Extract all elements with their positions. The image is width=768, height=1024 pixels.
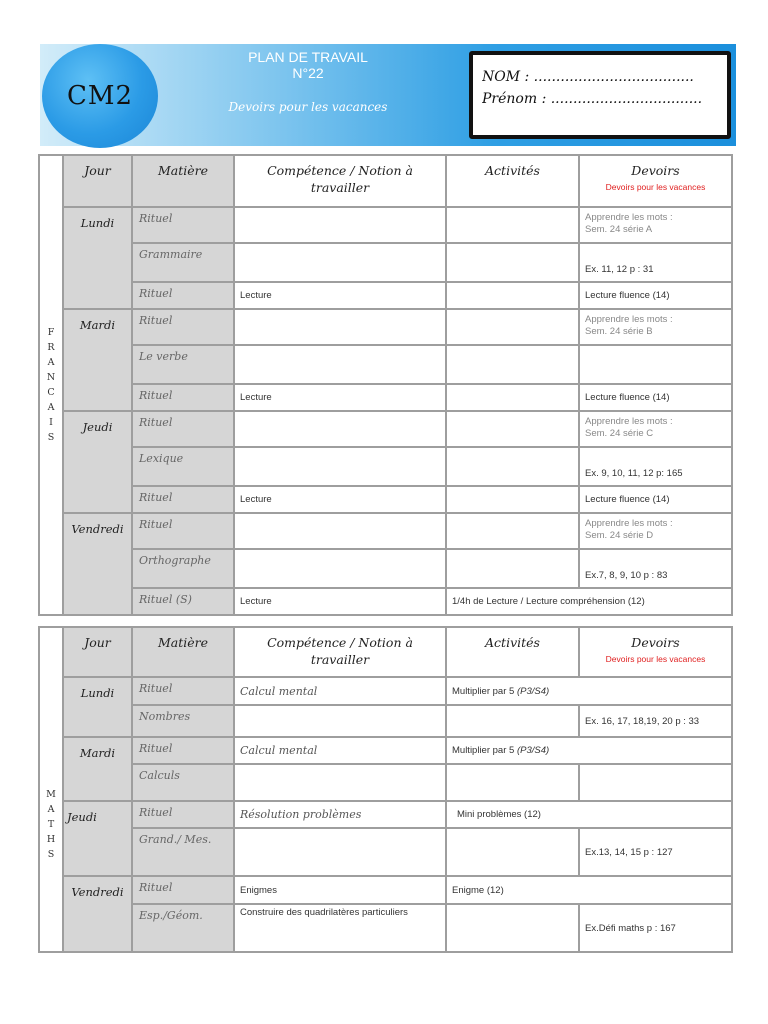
matiere-cell: Rituel (132, 486, 234, 513)
day-mardi: Mardi (63, 737, 132, 801)
day-jeudi: Jeudi (63, 411, 132, 513)
activites-cell: 1/4h de Lecture / Lecture compréhension (12) (446, 588, 732, 615)
activites-cell (446, 207, 579, 243)
col-header-activites: Activités (446, 627, 579, 677)
activites-cell: Enigme (12) (446, 876, 732, 904)
day-jeudi: Jeudi (63, 801, 132, 876)
col-header-competence: Compétence / Notion à travailler (234, 627, 446, 677)
table-row (39, 345, 732, 384)
devoirs-cell (579, 345, 732, 384)
matiere-cell: Rituel (132, 737, 234, 764)
francais-table (38, 154, 733, 616)
col-header-devoirs: Devoirs Devoirs pour les vacances (579, 627, 732, 677)
table-row (39, 549, 732, 588)
competence-cell: Enigmes (234, 876, 446, 904)
plan-number: N°22 (292, 65, 324, 81)
competence-cell (234, 243, 446, 282)
competence-cell: Lecture (234, 588, 446, 615)
matiere-cell: Rituel (132, 677, 234, 705)
table-row (39, 801, 732, 828)
table-row (39, 677, 732, 705)
devoirs-cell: Ex. 9, 10, 11, 12 p: 165 (579, 447, 732, 486)
competence-cell: Lecture (234, 384, 446, 411)
matiere-cell: Le verbe (132, 345, 234, 384)
competence-cell (234, 345, 446, 384)
competence-cell (234, 411, 446, 447)
class-badge (42, 44, 158, 148)
competence-cell: Résolution problèmes (234, 801, 446, 828)
matiere-cell: Rituel (S) (132, 588, 234, 615)
name-box (469, 51, 731, 139)
activites-cell: Multiplier par 5 (P3/S4) (446, 677, 732, 705)
maths-table (38, 626, 733, 953)
activites-cell (446, 411, 579, 447)
activites-cell: Multiplier par 5 (P3/S4) (446, 737, 732, 764)
competence-cell (234, 549, 446, 588)
activites-cell (446, 705, 579, 737)
matiere-cell: Grand./ Mes. (132, 828, 234, 876)
activites-cell (446, 243, 579, 282)
col-header-activites: Activités (446, 155, 579, 207)
table-row (39, 486, 732, 513)
plan-subtitle: Devoirs pour les vacances (228, 100, 388, 114)
table-row (39, 207, 732, 243)
activites-cell: Mini problèmes (12) (446, 801, 732, 828)
devoirs-cell: Lecture fluence (14) (579, 486, 732, 513)
activites-cell (446, 282, 579, 309)
plan-title (200, 49, 416, 81)
devoirs-cell: Ex.7, 8, 9, 10 p : 83 (579, 549, 732, 588)
table-row (39, 828, 732, 876)
matiere-cell: Rituel (132, 411, 234, 447)
matiere-cell: Rituel (132, 801, 234, 828)
table-row (39, 513, 732, 549)
competence-cell (234, 764, 446, 801)
col-header-devoirs: Devoirs Devoirs pour les vacances (579, 155, 732, 207)
subject-francais: F R A N C A I S (39, 155, 63, 615)
competence-cell (234, 447, 446, 486)
table-row (39, 282, 732, 309)
col-header-competence: Compétence / Notion à travailler (234, 155, 446, 207)
devoirs-cell: Ex.13, 14, 15 p : 127 (579, 828, 732, 876)
activites-cell (446, 309, 579, 345)
competence-cell: Construire des quadrilatères particuliers (234, 904, 446, 952)
devoirs-cell: Apprendre les mots : Sem. 24 série D (579, 513, 732, 549)
matiere-cell: Rituel (132, 513, 234, 549)
table-row (39, 764, 732, 801)
activites-cell (446, 513, 579, 549)
matiere-cell: Rituel (132, 384, 234, 411)
table-row (39, 876, 732, 904)
competence-cell: Lecture (234, 282, 446, 309)
competence-cell (234, 828, 446, 876)
day-vendredi: Vendredi (63, 513, 132, 615)
competence-cell (234, 513, 446, 549)
competence-cell: Calcul mental (234, 677, 446, 705)
matiere-cell: Rituel (132, 282, 234, 309)
devoirs-cell: Ex. 11, 12 p : 31 (579, 243, 732, 282)
table-row (39, 705, 732, 737)
class-label: CM2 (66, 81, 134, 111)
matiere-cell: Lexique (132, 447, 234, 486)
prenom-field[interactable]: Prénom : .................................. (482, 91, 703, 107)
table-row (39, 737, 732, 764)
col-header-jour: Jour (63, 155, 132, 207)
table-row (39, 309, 732, 345)
activites-cell (446, 345, 579, 384)
col-header-matiere: Matière (132, 627, 234, 677)
activites-cell (446, 486, 579, 513)
devoirs-cell: Lecture fluence (14) (579, 384, 732, 411)
competence-cell: Lecture (234, 486, 446, 513)
matiere-cell: Calculs (132, 764, 234, 801)
devoirs-cell: Lecture fluence (14) (579, 282, 732, 309)
plan-title-line1: PLAN DE TRAVAIL (248, 49, 368, 65)
col-header-matiere: Matière (132, 155, 234, 207)
matiere-cell: Grammaire (132, 243, 234, 282)
table-row (39, 243, 732, 282)
activites-cell (446, 904, 579, 952)
table-row (39, 904, 732, 952)
matiere-cell: Orthographe (132, 549, 234, 588)
competence-cell (234, 207, 446, 243)
activites-cell (446, 549, 579, 588)
nom-field[interactable]: NOM : .................................... (482, 69, 694, 85)
activites-cell (446, 447, 579, 486)
competence-cell (234, 309, 446, 345)
matiere-cell: Rituel (132, 876, 234, 904)
devoirs-subtitle: Devoirs pour les vacances (605, 654, 706, 664)
competence-cell: Calcul mental (234, 737, 446, 764)
matiere-cell: Rituel (132, 309, 234, 345)
subject-maths: M A T H S (39, 627, 63, 952)
day-lundi: Lundi (63, 677, 132, 737)
matiere-cell: Rituel (132, 207, 234, 243)
table-row (39, 447, 732, 486)
devoirs-cell: Ex.Défi maths p : 167 (579, 904, 732, 952)
devoirs-cell (579, 764, 732, 801)
matiere-cell: Esp./Géom. (132, 904, 234, 952)
table-row (39, 588, 732, 615)
activites-cell (446, 384, 579, 411)
table-row (39, 411, 732, 447)
activites-cell (446, 764, 579, 801)
devoirs-cell: Apprendre les mots : Sem. 24 série A (579, 207, 732, 243)
devoirs-cell: Ex. 16, 17, 18,19, 20 p : 33 (579, 705, 732, 737)
devoirs-cell: Apprendre les mots : Sem. 24 série C (579, 411, 732, 447)
table-row (39, 384, 732, 411)
activites-cell (446, 828, 579, 876)
matiere-cell: Nombres (132, 705, 234, 737)
day-mardi: Mardi (63, 309, 132, 411)
devoirs-subtitle: Devoirs pour les vacances (605, 182, 706, 192)
col-header-jour: Jour (63, 627, 132, 677)
day-vendredi: Vendredi (63, 876, 132, 952)
devoirs-cell: Apprendre les mots : Sem. 24 série B (579, 309, 732, 345)
day-lundi: Lundi (63, 207, 132, 309)
competence-cell (234, 705, 446, 737)
